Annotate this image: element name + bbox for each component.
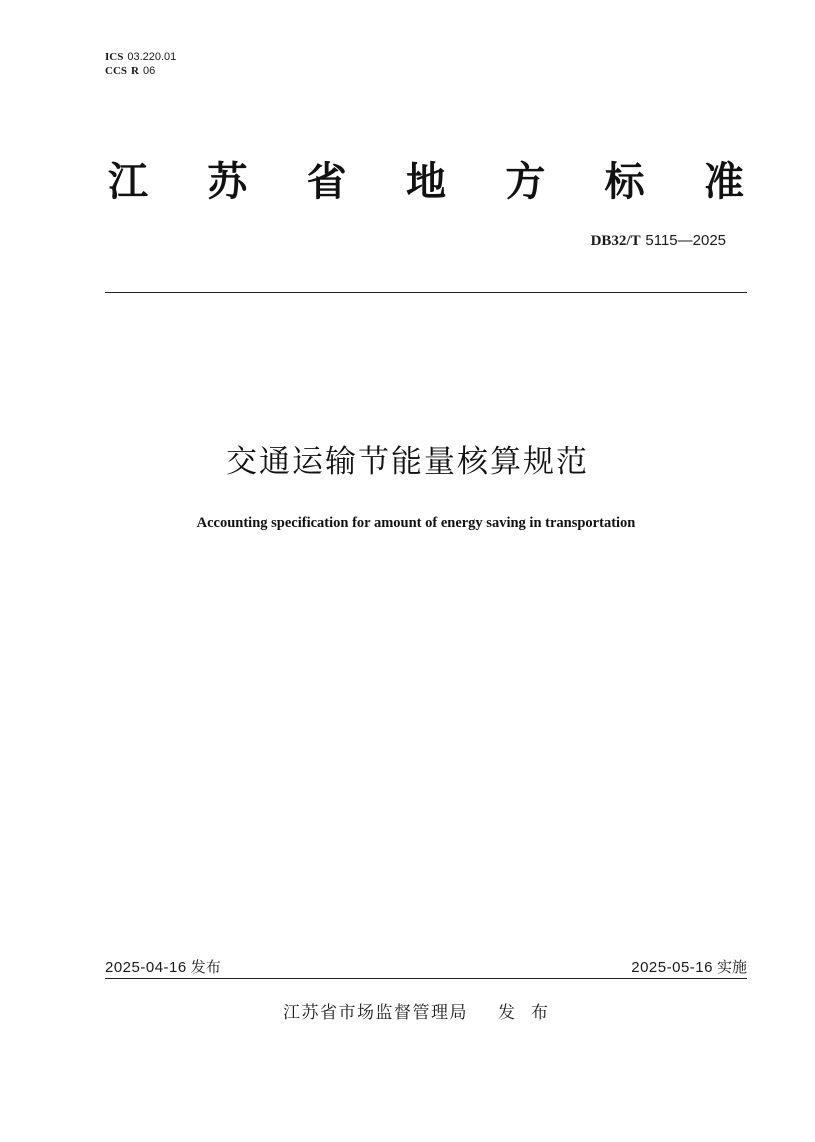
standard-number-prefix: DB32/T	[590, 233, 641, 249]
title-char: 准	[703, 159, 744, 205]
implementation-date-label: 实施	[716, 958, 747, 976]
publisher-organization: 江苏省市场监督管理局	[283, 1003, 468, 1023]
ics-value: 03.220.01	[127, 51, 177, 63]
title-char: 标	[604, 159, 645, 205]
ccs-value: 06	[142, 65, 156, 77]
classification-codes	[105, 50, 176, 78]
implementation-date	[631, 957, 747, 978]
publisher-action: 发布	[498, 1003, 564, 1023]
standard-number-value: 5115—2025	[645, 232, 726, 249]
title-char: 苏	[207, 159, 248, 205]
title-char: 江	[108, 159, 148, 205]
title-char: 方	[505, 159, 546, 205]
document-title-english: Accounting specification for amount of energy saving in transportation	[196, 515, 636, 531]
footer-divider	[105, 978, 747, 979]
ccs-label: CCS	[105, 65, 128, 77]
document-title-chinese: 交通运输节能量核算规范	[226, 444, 589, 480]
implementation-date-value: 2025-05-16	[631, 959, 713, 976]
header-divider	[105, 292, 747, 293]
standard-type-title	[108, 157, 744, 207]
publisher-line	[283, 1001, 564, 1025]
ics-code	[105, 50, 176, 64]
standard-number	[591, 231, 726, 250]
ccs-letter: R	[131, 65, 139, 77]
release-date	[105, 957, 221, 978]
release-date-label: 发布	[190, 958, 221, 976]
ics-label: ICS	[105, 51, 124, 63]
ccs-code	[105, 64, 176, 78]
title-char: 地	[405, 159, 446, 205]
release-date-value: 2025-04-16	[105, 959, 187, 976]
title-char: 省	[306, 159, 347, 205]
